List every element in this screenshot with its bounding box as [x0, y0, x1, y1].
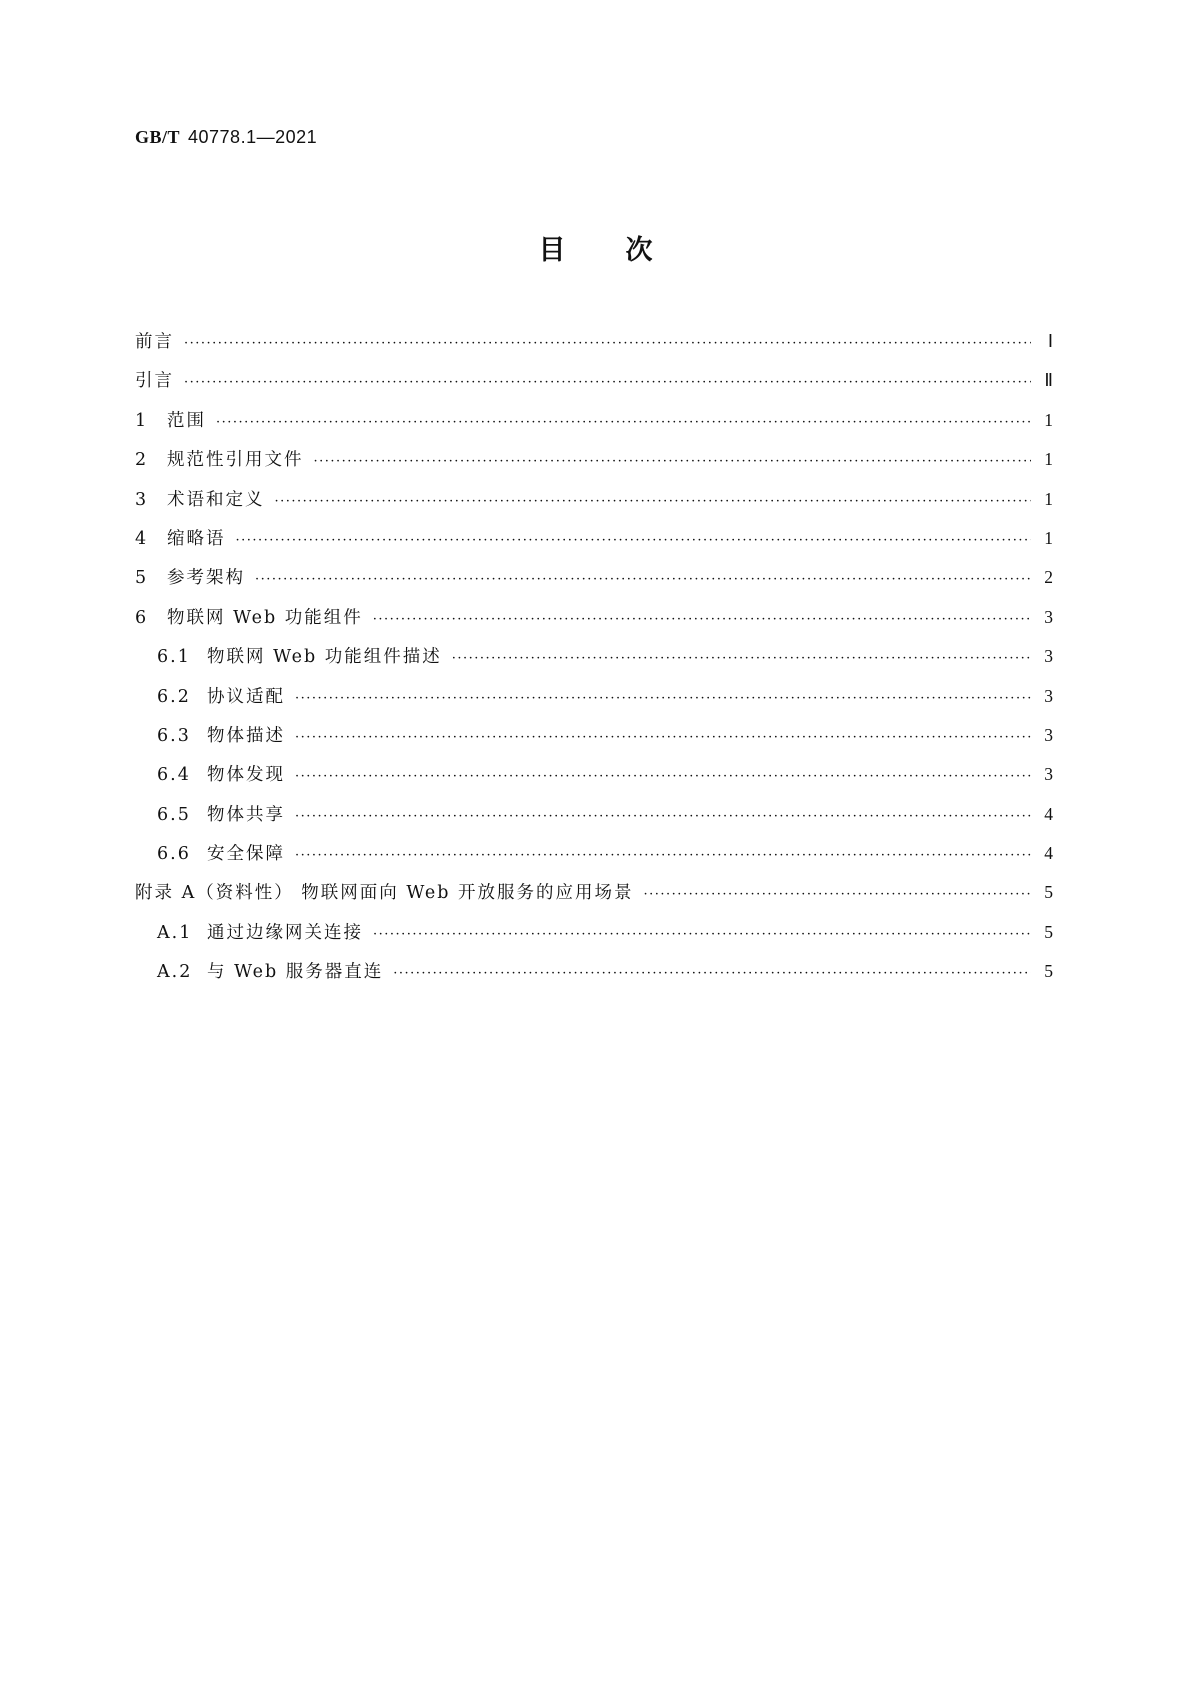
toc-entry[interactable]	[135, 486, 1055, 525]
standard-code: GB/T	[135, 127, 181, 147]
toc-entry[interactable]	[135, 683, 1055, 722]
toc-entry-page: 3	[1044, 764, 1055, 785]
toc-entry-page: 1	[1044, 449, 1055, 470]
toc-entry[interactable]	[135, 879, 1055, 918]
toc-entry-page: Ⅱ	[1044, 370, 1055, 391]
toc-entry[interactable]	[135, 604, 1055, 643]
toc-entry-number: 6.1	[157, 647, 191, 668]
toc-entry[interactable]	[135, 564, 1055, 603]
toc-entry-label: 与 Web 服务器直连	[207, 962, 384, 983]
document-header	[135, 127, 317, 148]
toc-entry[interactable]	[135, 801, 1055, 840]
toc-entry[interactable]	[135, 958, 1055, 997]
toc-entry-number: 6.2	[157, 686, 191, 707]
toc-entry[interactable]	[135, 328, 1055, 367]
leader-dots	[255, 572, 1031, 587]
leader-dots	[393, 966, 1031, 981]
toc-entry-page: 4	[1044, 843, 1055, 864]
toc-entry-label: 规范性引用文件	[167, 450, 304, 471]
toc-entry-page: 5	[1044, 921, 1055, 942]
toc-entry-label: 缩略语	[167, 528, 226, 549]
toc-entry-number: A.1	[157, 922, 193, 943]
leader-dots	[216, 415, 1031, 430]
toc-entry-number: 6.4	[157, 765, 191, 786]
toc-entry-number: 4	[135, 528, 149, 549]
toc-entry-page: 1	[1044, 409, 1055, 430]
toc-entry-label: 前言	[135, 332, 174, 352]
toc-entry[interactable]	[135, 407, 1055, 446]
toc-entry[interactable]	[135, 840, 1055, 879]
table-of-contents	[135, 328, 1055, 998]
toc-entry-page: 3	[1044, 724, 1055, 745]
leader-dots	[452, 651, 1031, 666]
toc-entry-page: 4	[1044, 803, 1055, 824]
toc-entry-label: 协议适配	[207, 686, 285, 707]
toc-entry-page: 1	[1044, 527, 1055, 548]
toc-entry-number: 1	[135, 410, 149, 431]
toc-entry-page: 5	[1044, 882, 1055, 903]
leader-dots	[295, 730, 1031, 745]
leader-dots	[314, 454, 1032, 469]
toc-entry-label: 参考架构	[167, 568, 245, 589]
toc-entry[interactable]	[135, 722, 1055, 761]
toc-entry-page: 3	[1044, 685, 1055, 706]
toc-entry-label: 物联网 Web 功能组件	[167, 607, 363, 628]
leader-dots	[295, 809, 1031, 824]
toc-entry-label: 物联网 Web 功能组件描述	[207, 647, 442, 668]
toc-entry-page: 5	[1044, 961, 1055, 982]
leader-dots	[295, 769, 1031, 784]
toc-entry-label: 安全保障	[207, 844, 285, 865]
toc-entry-number: 2	[135, 450, 149, 471]
toc-entry-label: 范围	[167, 410, 206, 431]
toc-entry-number: 6.6	[157, 844, 191, 865]
toc-entry-page: 3	[1044, 646, 1055, 667]
standard-number: 40778.1—2021	[188, 127, 318, 147]
toc-entry-number: 6.3	[157, 725, 191, 746]
toc-entry-page: 1	[1044, 488, 1055, 509]
toc-entry-label: 物体描述	[207, 725, 285, 746]
leader-dots	[373, 612, 1031, 627]
toc-entry-number: A.2	[157, 962, 193, 983]
toc-entry[interactable]	[135, 643, 1055, 682]
toc-entry-page: 2	[1044, 567, 1055, 588]
toc-entry[interactable]	[135, 446, 1055, 485]
leader-dots	[275, 494, 1032, 509]
leader-dots	[236, 533, 1032, 548]
toc-entry[interactable]	[135, 525, 1055, 564]
toc-entry[interactable]	[135, 367, 1055, 406]
toc-entry-label: 物体共享	[207, 804, 285, 825]
toc-entry-page: 3	[1044, 606, 1055, 627]
toc-entry-label: 术语和定义	[167, 489, 265, 510]
leader-dots	[644, 887, 1031, 902]
toc-entry-label: 物体发现	[207, 765, 285, 786]
leader-dots	[184, 336, 1031, 351]
toc-entry-label: 通过边缘网关连接	[207, 922, 363, 943]
toc-entry-page: Ⅰ	[1047, 331, 1055, 351]
toc-entry-number: 6.5	[157, 804, 191, 825]
leader-dots	[295, 848, 1031, 863]
toc-entry-number: 6	[135, 607, 149, 628]
toc-entry-label: 引言	[135, 371, 174, 392]
toc-entry[interactable]	[135, 919, 1055, 958]
toc-entry-label: 附录 A（资料性） 物联网面向 Web 开放服务的应用场景	[135, 883, 634, 904]
leader-dots	[373, 927, 1031, 942]
page-title: 目次	[538, 235, 713, 266]
toc-entry-number: 3	[135, 489, 149, 510]
toc-entry[interactable]	[135, 761, 1055, 800]
leader-dots	[184, 375, 1031, 390]
leader-dots	[295, 691, 1031, 706]
toc-entry-number: 5	[135, 568, 149, 589]
